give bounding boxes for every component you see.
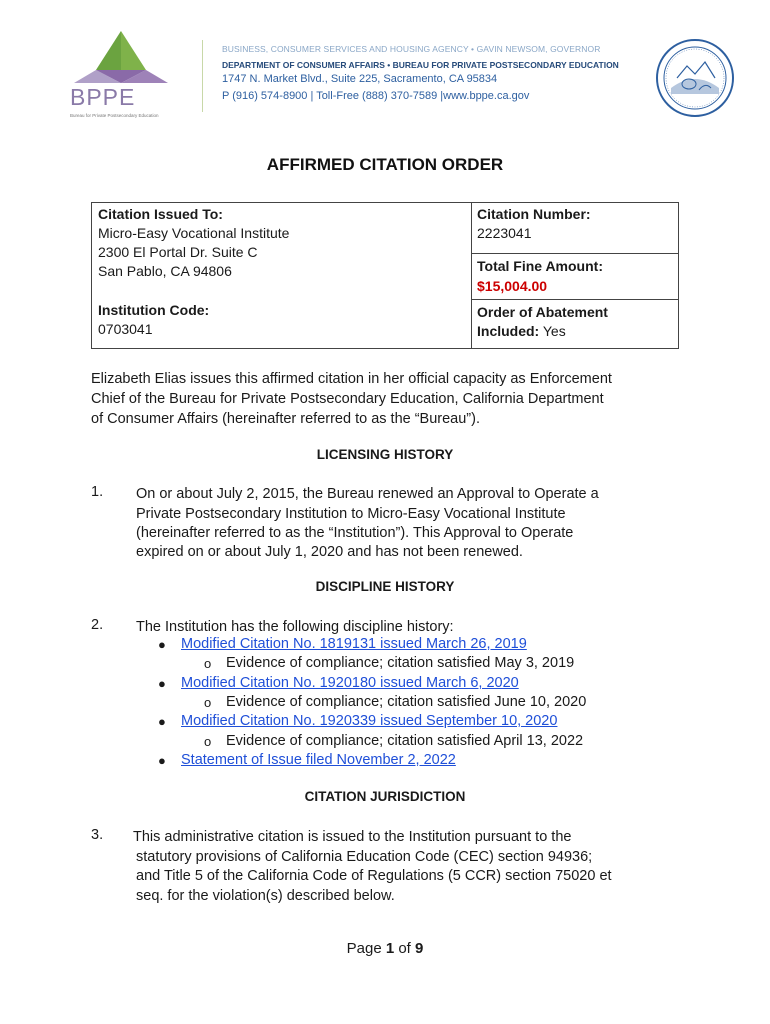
discipline-link[interactable]: Modified Citation No. 1920339 issued September 10, 2020 <box>181 713 558 729</box>
header-divider <box>202 40 203 112</box>
total-fine-amount: $15,004.00 <box>477 278 548 294</box>
institution-code-label: Institution Code: <box>98 302 210 318</box>
jurisdiction-line: seq. for the violation(s) described below. <box>136 888 395 904</box>
bullet-icon: ● <box>158 753 166 768</box>
intro-line: of Consumer Affairs (hereinafter referred to as the “Bureau”). <box>91 411 480 427</box>
licensing-line: On or about July 2, 2015, the Bureau renewed an Approval to Operate a <box>136 486 599 502</box>
contact-line: P (916) 574-8900 | Toll-Free (888) 370-7589 |www.bppe.ca.gov <box>222 90 530 102</box>
section-number: 2. <box>91 617 104 633</box>
document-title: AFFIRMED CITATION ORDER <box>266 155 504 174</box>
discipline-sub: Evidence of compliance; citation satisfied May 3, 2019 <box>226 655 575 671</box>
discipline-link[interactable]: Modified Citation No. 1920180 issued March 6, 2020 <box>181 675 519 691</box>
licensing-line: Private Postsecondary Institution to Micro-Easy Vocational Institute <box>136 506 566 522</box>
abatement-label: Order of Abatement <box>477 304 608 320</box>
discipline-link[interactable]: Statement of Issue filed November 2, 2022 <box>181 752 456 768</box>
issued-to-label: Citation Issued To: <box>98 206 223 222</box>
discipline-sub: Evidence of compliance; citation satisfied June 10, 2020 <box>226 694 587 710</box>
discipline-intro: The Institution has the following discipline history: <box>136 619 454 635</box>
total-pages: 9 <box>415 940 424 957</box>
total-fine-label: Total Fine Amount: <box>477 258 603 274</box>
licensing-heading: LICENSING HISTORY <box>316 447 454 462</box>
current-page: 1 <box>385 940 395 957</box>
discipline-sub: Evidence of compliance; citation satisfied April 13, 2022 <box>226 733 584 749</box>
issued-to-address2: San Pablo, CA 94806 <box>98 263 232 279</box>
table-divider <box>471 299 678 300</box>
intro-line: Elizabeth Elias issues this affirmed citation in her official capacity as Enforcement <box>91 371 612 387</box>
section-number: 1. <box>91 484 104 500</box>
sub-bullet-icon: o <box>204 734 212 749</box>
citation-info-table <box>91 202 679 349</box>
discipline-link[interactable]: Modified Citation No. 1819131 issued March 26, 2019 <box>181 636 527 652</box>
logo-text: BPPE <box>70 84 136 110</box>
bullet-icon: ● <box>158 637 166 652</box>
discipline-heading: DISCIPLINE HISTORY <box>315 579 455 594</box>
bullet-icon: ● <box>158 714 166 729</box>
page-footer <box>0 940 770 957</box>
jurisdiction-line: statutory provisions of California Education Code (CEC) section 94936; <box>136 849 593 865</box>
jurisdiction-line: This administrative citation is issued to the Institution pursuant to the <box>133 829 572 845</box>
footer-of: of <box>394 940 416 957</box>
citation-number-label: Citation Number: <box>477 206 591 222</box>
table-divider <box>471 203 472 348</box>
table-divider <box>471 253 678 254</box>
citation-number: 2223041 <box>477 225 532 241</box>
bullet-icon: ● <box>158 676 166 691</box>
abatement-value: Yes <box>542 323 566 339</box>
issued-to-name: Micro-Easy Vocational Institute <box>98 225 290 241</box>
issued-to-address1: 2300 El Portal Dr. Suite C <box>98 244 258 260</box>
section-number: 3. <box>91 827 104 843</box>
agency-line: BUSINESS, CONSUMER SERVICES AND HOUSING AGENCY • GAVIN NEWSOM, GOVERNOR <box>222 44 601 54</box>
licensing-line: expired on or about July 1, 2020 and has not been renewed. <box>136 544 523 560</box>
jurisdiction-line: and Title 5 of the California Code of Regulations (5 CCR) section 75020 et <box>136 868 612 884</box>
intro-line: Chief of the Bureau for Private Postsecondary Education, California Department <box>91 391 604 407</box>
jurisdiction-heading: CITATION JURISDICTION <box>304 789 466 804</box>
state-seal-icon <box>655 38 735 118</box>
sub-bullet-icon: o <box>204 695 212 710</box>
footer-prefix: Page <box>346 940 386 957</box>
logo-subtitle: Bureau for Private Postsecondary Education <box>70 113 159 118</box>
licensing-line: (hereinafter referred to as the “Institution”). This Approval to Operate <box>136 525 574 541</box>
abatement-included <box>477 322 566 341</box>
address-line: 1747 N. Market Blvd., Suite 225, Sacramento, CA 95834 <box>222 73 498 85</box>
abatement-label-included: Included: <box>477 323 540 339</box>
institution-code: 0703041 <box>98 321 153 337</box>
department-line: DEPARTMENT OF CONSUMER AFFAIRS • BUREAU FOR PRIVATE POSTSECONDARY EDUCATION <box>222 60 619 70</box>
sub-bullet-icon: o <box>204 656 212 671</box>
